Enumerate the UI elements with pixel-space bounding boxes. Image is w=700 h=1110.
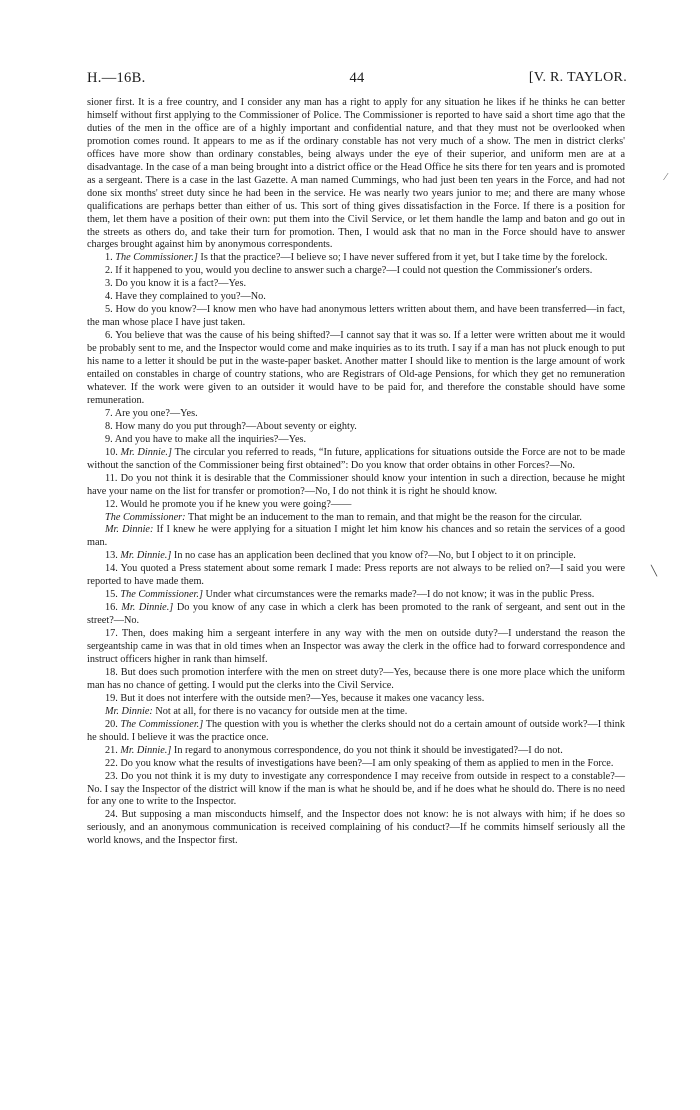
paragraph-text: Do you know of any case in which a clerk has been promoted to the rank of sergeant, and sent out in the street?—No. [87,602,626,627]
speaker-label: Mr. Dinnie.] [120,744,172,756]
paragraph-q19 [87,693,625,706]
paragraph-text: Do you not think it is my duty to investigate any correspondence I may receive from outside in respect to a constable?—No. I say the Inspector of the district will know if the man is what he should be, and if he does what he should do. There is no need for any one to write to the Inspector. [87,770,625,808]
question-number: 11. [105,472,118,484]
paragraph-intro [87,97,625,252]
paragraph-q24 [87,809,625,848]
question-number: 24. [105,809,118,821]
question-number: 1. [105,252,113,264]
margin-tick-mark: ⁄ [665,172,667,183]
paragraph-text: sioner first. It is a free country, and I consider any man has a right to apply for any situation he likes if he thinks he can better himself without first applying to the Commissioner of Police. The Commissioner is reported to have said a short time ago that the duties of the men in the office are of a highly important and confidential nature, and that they must not be overlooked when promotion comes round. It appears to me as if the ordinary constable has not very much of a show. The men in district clerks' offices have more show than ordinary constables, being always under the eye of their superior, and uniform men are at a disadvantage. In the case of a man being brought into a district office or the Head Office he sits there for ten years and is promoted as a sergeant. There is a case in the last Gazette. A man named Cummings, who had just been ten years in the Force, and had not done six months' street duty since he had been in the service. He was nearly two years junior to me; and there are many whose qualifications are perhaps better than either of us. This sort of thing gives dissatisfaction in the Force. If there is a position for them, let them have a position of their own: put them into the Civil Service, or let them handle the lamp and baton and go out in the streets as others do, and take their turn for promotion. Then, I would ask that no man in the Force should have to answer charges brought against him by anonymous correspondents. [87,97,625,251]
speaker-label: Mr. Dinnie.] [120,550,172,562]
paragraph-q23 [87,771,625,810]
paragraph-q13 [87,550,625,563]
question-number: 20. [105,718,118,730]
paragraph-text: You quoted a Press statement about some remark I made: Press reports are not always to be relied on?—I said you were reported to have made them. [87,563,625,588]
question-number: 15. [105,589,118,601]
paragraph-q14 [87,563,625,589]
paragraph-text: But it does not interfere with the outside men?—Yes, because it makes one vacancy less. [120,692,485,704]
paragraph-text: Are you one?—Yes. [114,407,198,419]
question-number: 8. [105,420,113,432]
paragraph-q1 [87,252,625,265]
paragraph-text: The circular you referred to reads, “In future, applications for situations outside the Force are not to be made without the sanction of the Commissioner being first obtained”: Do you know that order obtains in other Forces?—No. [87,446,625,471]
paragraph-text: If it happened to you, would you decline to answer such a charge?—I could not question the Commissioner's orders. [115,265,593,277]
paragraph-q6 [87,330,625,408]
paragraph-q10 [87,447,625,473]
question-number: 12. [105,498,118,510]
paragraph-text: In no case has an application been declined that you know of?—No, but I object to it on principle. [173,550,576,562]
speaker-label: The Commissioner.] [115,252,198,264]
speaker-label: Mr. Dinnie.] [121,602,174,614]
paragraph-text: Under what circumstances were the remarks made?—I do not know; it was in the public Press. [205,589,595,601]
paragraph-text: How do you know?—I know men who have had anonymous letters written about them, and have been transferred—in fact, the man whose place I have just taken. [87,304,626,329]
paragraph-c3 [87,706,625,719]
paragraph-q7 [87,408,625,421]
paragraph-text: Do you know it is a fact?—Yes. [115,278,247,290]
paragraph-q15 [87,589,625,602]
paragraph-text: Would he promote you if he knew you were going?—— [120,498,352,510]
paragraph-text: How many do you put through?—About seventy or eighty. [115,420,357,432]
paragraph-text: In regard to anonymous correspondence, do you not think it should be investigated?—I do not. [173,744,563,756]
paragraph-q18 [87,667,625,693]
paragraph-q16 [87,602,625,628]
question-number: 9. [105,433,113,445]
page-number: 44 [349,70,365,86]
paragraph-q12 [87,499,625,512]
question-number: 3. [105,278,113,290]
paragraph-q2 [87,265,625,278]
paragraph-q17 [87,628,625,667]
speaker-label: The Commissioner.] [120,718,204,730]
speaker-label: Mr. Dinnie: [105,705,153,717]
paragraph-text: That might be an inducement to the man to remain, and that might be the reason for the circular. [187,511,582,523]
paragraph-text: And you have to make all the inquiries?—Yes. [114,433,307,445]
document-body [87,97,625,848]
question-number: 17. [105,628,118,640]
paragraph-text: Do you know what the results of investigations have been?—I am only speaking of them as applied to men in the Force. [120,757,614,769]
question-number: 18. [105,666,118,678]
paragraph-text: Not at all, for there is no vacancy for outside men at the time. [155,705,408,717]
paragraph-q22 [87,758,625,771]
paragraph-text: Then, does making him a sergeant interfere in any way with the men on outside duty?—I understand the reason the sergeantship came in was that in old times when an Inspector was away the clerk in the office had to forward correspondence and instruct officers higher in rank than himself. [87,628,625,665]
page-header [87,70,627,92]
question-number: 5. [105,304,113,316]
paragraph-q4 [87,291,625,304]
question-number: 10. [105,446,118,458]
speaker-label: Mr. Dinnie.] [120,446,172,458]
paragraph-text: Do you not think it is desirable that the Commissioner should know your intention in such a direction, because he might have your name on the list for transfer or promotion?—No, I do not think it is right he should know. [87,472,625,497]
paragraph-text: Have they complained to you?—No. [115,291,266,303]
paragraph-q8 [87,421,625,434]
speaker-label: The Commissioner: [105,511,186,523]
paragraph-text: But does such promotion interfere with the men on street duty?—Yes, because there is one more place which the uniform man has no chance of getting. I would put the clerks into the Civil Service. [87,666,626,691]
question-number: 14. [105,563,118,575]
paragraph-text: Is that the practice?—I believe so; I have never suffered from it yet, but I take time by the forelock. [200,252,608,264]
speaker-label: Mr. Dinnie: [105,524,154,536]
document-reference: H.—16B. [87,70,146,86]
speaker-label: The Commissioner.] [120,589,203,601]
paragraph-q9 [87,434,625,447]
question-number: 13. [105,550,118,562]
paragraph-text: The question with you is whether the clerks should not do a certain amount of outside work?—I think he should. I believe it was the practice once. [87,718,625,743]
paragraph-q11 [87,473,625,499]
question-number: 7. [105,407,113,419]
question-number: 6. [105,330,113,342]
paragraph-c1 [87,512,625,525]
paragraph-text: If I knew he were applying for a situation I might let him know his chances and so retain the services of a good man. [87,524,626,549]
question-number: 22. [105,757,118,769]
question-number: 2. [105,265,113,277]
paragraph-text: But supposing a man misconducts himself, and the Inspector does not know: he is not always with him; if he does so seriously, and an anonymous communication is received complaining of his conduct?—If he commits himself seriously all the world knows, and the Inspector first. [87,809,625,847]
question-number: 4. [105,291,113,303]
paragraph-q21 [87,745,625,758]
witness-name: [V. R. TAYLOR. [528,70,627,85]
paragraph-q3 [87,278,625,291]
paragraph-q5 [87,304,625,330]
paragraph-q20 [87,719,625,745]
paragraph-c2 [87,524,625,550]
question-number: 19. [105,692,118,704]
question-number: 21. [105,744,118,756]
margin-tick-mark: ╲ [651,566,658,577]
question-number: 23. [105,770,118,782]
paragraph-text: You believe that was the cause of his being shifted?—I cannot say that it was so. If a letter were written about me it would be probably sent to me, and the Inspector would come and make inquiries as to its truth. I say if a man has not pluck enough to put his name to a letter it should be put in the waste-paper basket. Another matter I should like to mention is the large amount of work entailed on constables in charge of country stations, who are Registrars of Old-age Pensions, for which they get no remuneration whatever. If the work were given to an outsider it would have to be paid for, and therefore the constable should have some remuneration. [87,330,626,406]
question-number: 16. [105,602,118,614]
